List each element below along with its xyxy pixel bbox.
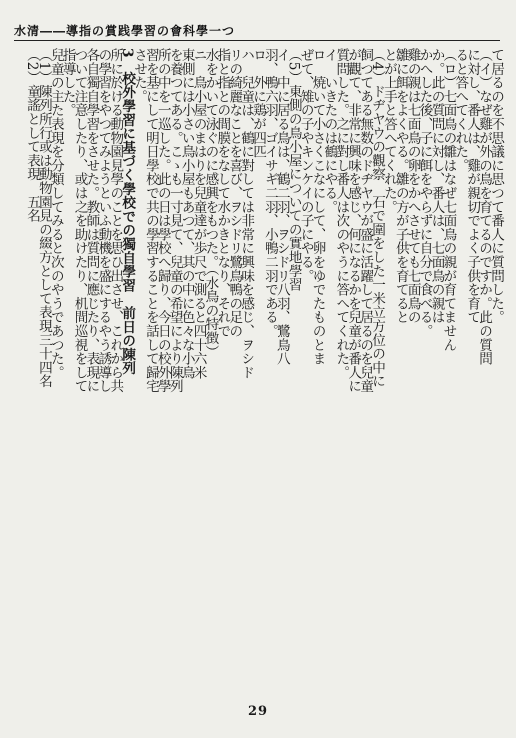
text-column: イ 中に居る鳥は、鶴二羽、ヲシドリ八羽、鷺鳥八 bbox=[273, 48, 290, 366]
text-column: 飼つてある無数のドヂヤウが盛に活躍して居るのを兒童 bbox=[357, 48, 374, 393]
text-column: 指導した。 bbox=[59, 48, 76, 117]
text-column: ニ 鳥小屋のまはりを兒童達が歩尺で測ると四十六米 bbox=[190, 48, 207, 380]
text-column: （1）陳列所行或は動物園見の綴方として表現三十四名 bbox=[35, 48, 52, 389]
text-column: 指と指との間膜をなして水かきとなり、それで bbox=[214, 48, 231, 338]
running-header: 水清――導指の賞践學習の會科學一つ bbox=[14, 24, 236, 38]
text-column: ハ 兒童は、鶴に對しては非常に興味を感じ、ヲシド bbox=[238, 48, 255, 380]
text-column: ると答へてくれた。 bbox=[452, 48, 469, 173]
text-column: て居るのを不思議に思つて番人に質問した。 bbox=[488, 48, 504, 324]
text-column: とが上手と答へてくれた。 bbox=[380, 48, 397, 214]
text-column: 質問した。之に對し番人は次のやうに答へてくれた。 bbox=[333, 48, 350, 380]
page-number: 29 bbox=[247, 704, 269, 719]
text-column: ロ 焼いて小さくこなにして、卵をゆでたものとま bbox=[309, 48, 326, 366]
text-column: かへした後、子に餌をやらずに自分で食べる。 bbox=[416, 48, 433, 338]
text-column: 雛に餌をよくやる。雛の方が子供を育てると bbox=[392, 48, 409, 324]
text-column: 兒童の主た表現を分類してみると次のやうであつた。 bbox=[47, 48, 64, 380]
text-column: か。此の質問に対し、番人は、七面鳥の親は bbox=[428, 48, 445, 324]
text-column: 所に於ける動物園見學のことを思ひ出させ、これから共 bbox=[107, 48, 124, 393]
text-column: （ロ）七面鳥の雛はなぜ七面鳥の親が育てません bbox=[440, 48, 457, 352]
text-column: 所の中を一巡した。此の日は學校へ歸り、今日の校外學 bbox=[154, 48, 171, 393]
text-column: 羽、鴨六羽、ゴイサギ二羽、小鴨二羽である。 bbox=[261, 48, 278, 338]
header-rule bbox=[14, 40, 500, 41]
text-column: 各自獨自學習をさせた。教師は質問に應じたり、表現に bbox=[83, 48, 100, 393]
text-column: （イ）なぜ雞が外の鳥を育てるのですか。此の質問 bbox=[476, 48, 493, 366]
text-column: リの綺麗なことを喜び、ヲシドリ鷺鳥鴨の足の bbox=[226, 48, 243, 338]
text-column: イ いきたのは鶴にやる。 bbox=[321, 48, 338, 214]
text-column: ロ 外に鶏が四匹 bbox=[250, 48, 267, 159]
text-column: 雞の親は七面鳥の卵をかへさせても七面鳥の bbox=[404, 48, 421, 324]
text-column: 習を基にして明日學校で共の學習することを話して歸宅 bbox=[142, 48, 159, 393]
text-column: （4）ドヂヤウの觀察 石で圍をした一米立方位の中に bbox=[369, 48, 386, 389]
text-column: ぜて、雉の子やキンケイの子にやる。 bbox=[297, 48, 314, 283]
text-column: （2）童謠として表現 五名 bbox=[24, 48, 40, 223]
text-column: に対し、番人は、雞が親切でよく子供を育て bbox=[464, 48, 481, 324]
text-column: 東側には小さい鳥小屋もあつて、其の中に色々な小鳥 bbox=[178, 48, 195, 380]
text-column: させた。 bbox=[131, 48, 148, 104]
text-column: （5）東側の鳥小屋についての實地學習 bbox=[285, 48, 302, 292]
text-column: 3 校外學習に基づく學校での獨自學習 前日の陳列 bbox=[119, 48, 136, 376]
text-column: を養つてある。こゝも一寸見て、兒童の希望により陳列 bbox=[166, 48, 183, 393]
text-column: 水をかいて泳ぐのに感興をもつた。（水鳥の特徴） bbox=[202, 48, 219, 359]
text-column: が觀て、非常に興味を感じ、何になるかを兒童が番人に bbox=[345, 48, 362, 393]
text-column: の學習をやつてみようといふ動機を盛にするやう誘導し bbox=[95, 48, 112, 393]
text-column: ついて注意したり、或は之を助けたり、机間巡視をして bbox=[71, 48, 88, 393]
